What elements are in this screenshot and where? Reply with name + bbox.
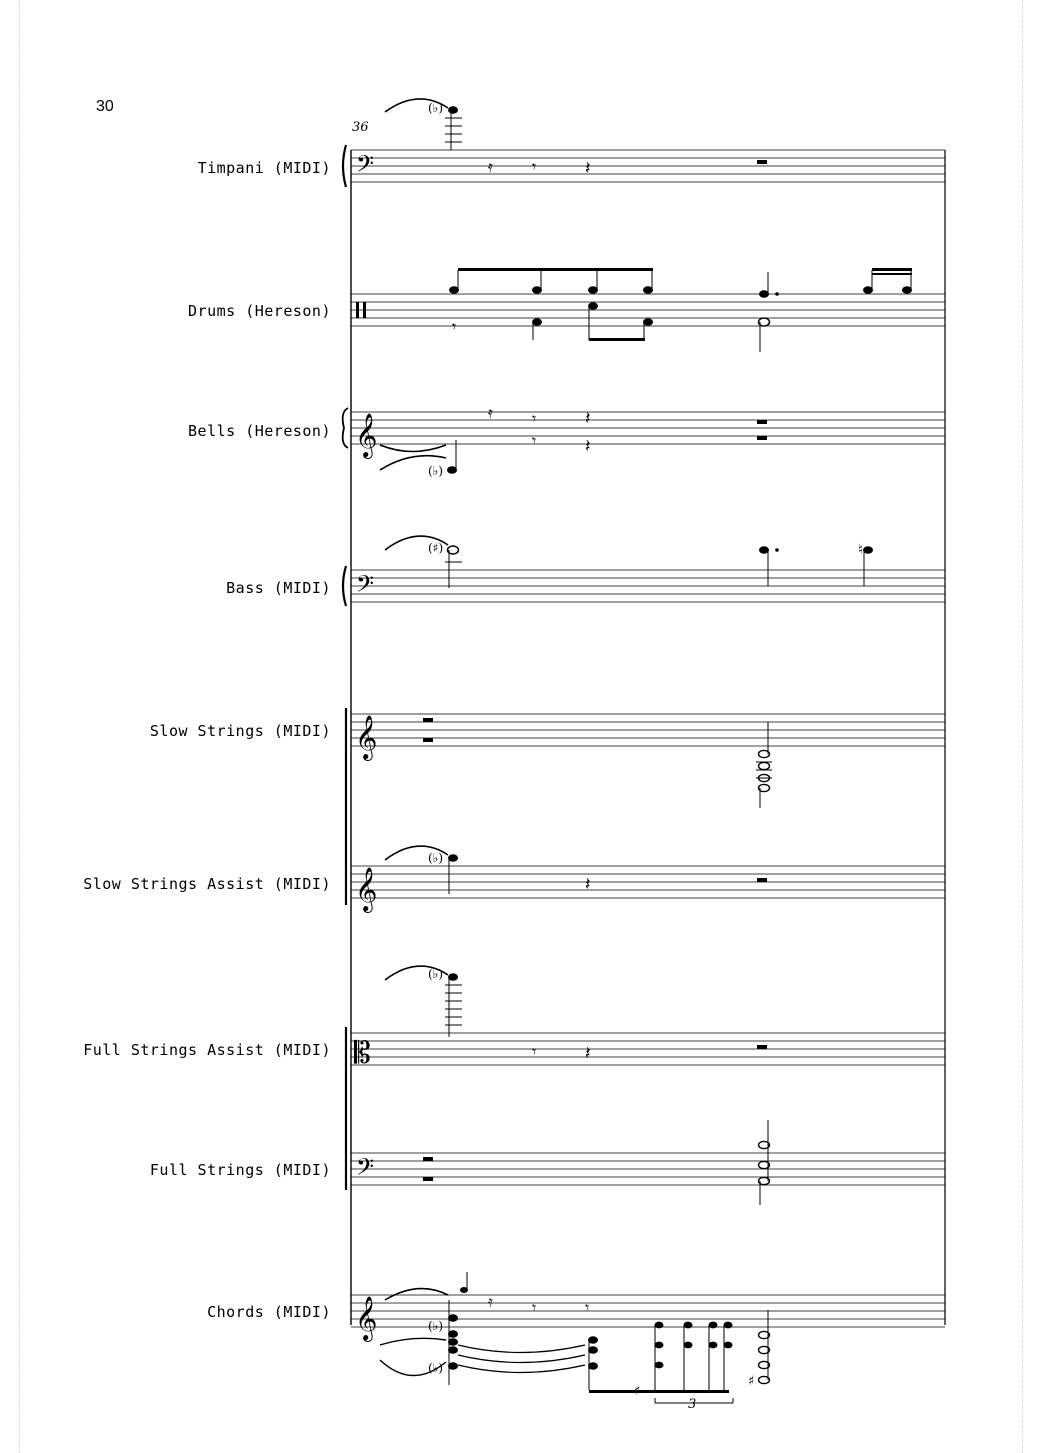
- staff-slow-strings: [351, 714, 945, 746]
- staff-timpani: [351, 150, 945, 182]
- svg-text:𝄽: 𝄽: [585, 436, 591, 457]
- quarter-rest: 𝄽: [585, 158, 591, 179]
- staff-slow-strings-assist: [351, 866, 945, 898]
- bracket-bass: [343, 566, 346, 606]
- svg-text:(♭): (♭): [428, 1361, 444, 1375]
- treble-clef-icon: 𝄞: [355, 1296, 378, 1340]
- tie-arc: [380, 445, 446, 452]
- cautionary-flat: (♭): [428, 101, 444, 115]
- note-head: [448, 106, 458, 114]
- label-bass: Bass (MIDI): [226, 579, 331, 597]
- svg-text:𝄽: 𝄽: [585, 408, 591, 429]
- treble-clef-icon: 𝄞: [355, 413, 378, 457]
- svg-text:𝄾: 𝄾: [532, 409, 537, 428]
- eighth-rest: 𝄾: [532, 157, 537, 176]
- cautionary-sharp: (♯): [428, 541, 444, 555]
- svg-text:𝄽: 𝄽: [585, 874, 591, 895]
- svg-text:𝄾: 𝄾: [532, 1298, 537, 1317]
- page-number: 30: [96, 98, 114, 115]
- svg-text:(♭): (♭): [428, 1319, 444, 1333]
- chord-half-notes: [756, 722, 772, 808]
- cautionary-flat: (♭): [428, 851, 444, 865]
- svg-text:𝄾: 𝄾: [532, 1042, 537, 1061]
- percussion-clef-icon: [356, 302, 359, 318]
- svg-text:𝄽: 𝄽: [585, 1043, 591, 1064]
- natural-sign: ♮: [858, 542, 864, 558]
- label-drums: Drums (Hereson): [188, 302, 331, 320]
- brace-bells: [343, 408, 348, 448]
- label-chords: Chords (MIDI): [207, 1303, 331, 1321]
- treble-clef-icon: 𝄞: [355, 867, 378, 911]
- svg-text:𝄿: 𝄿: [488, 1292, 493, 1311]
- drum-upper-voice: [449, 268, 912, 298]
- cautionary-flat: (♭): [428, 464, 444, 478]
- label-bells: Bells (Hereson): [188, 422, 331, 440]
- chord-cluster-left: [428, 1272, 585, 1385]
- svg-text:♯: ♯: [748, 1374, 755, 1389]
- svg-text:𝄾: 𝄾: [532, 431, 537, 450]
- label-slow-strings: Slow Strings (MIDI): [149, 722, 331, 740]
- chord-half-notes: [759, 1120, 770, 1205]
- svg-text:𝄿: 𝄿: [488, 403, 493, 422]
- cautionary-flat: (♭): [428, 967, 444, 981]
- alto-clef-icon: 𝄡: [354, 1036, 371, 1071]
- bass-clef-icon: 𝄢: [356, 1153, 375, 1186]
- chord-cluster-middle: [588, 1322, 733, 1412]
- half-rest: [757, 160, 767, 164]
- chord-cluster-right: [748, 1310, 770, 1389]
- label-timpani: Timpani (MIDI): [197, 159, 331, 177]
- staff-full-strings-assist: [351, 1033, 945, 1065]
- bass-clef-icon: 𝄢: [356, 150, 375, 183]
- bracket-timpani: [343, 145, 346, 187]
- svg-text:𝄾: 𝄾: [452, 317, 457, 336]
- svg-text:3: 3: [688, 1397, 697, 1412]
- svg-text:𝄾: 𝄾: [585, 1298, 590, 1317]
- label-full-strings-assist: Full Strings Assist (MIDI): [83, 1041, 331, 1059]
- ledger-lines: [445, 118, 462, 142]
- staff-bass: [351, 570, 945, 602]
- staff-bells: [351, 412, 945, 444]
- label-full-strings: Full Strings (MIDI): [149, 1161, 331, 1179]
- measure-number: 36: [352, 120, 369, 135]
- staff-full-strings: [351, 1153, 945, 1185]
- label-slow-strings-assist: Slow Strings Assist (MIDI): [83, 875, 331, 893]
- bass-clef-icon: 𝄢: [356, 570, 375, 603]
- sixteenth-rest: 𝄿: [488, 157, 493, 176]
- treble-clef-icon: 𝄞: [355, 715, 378, 759]
